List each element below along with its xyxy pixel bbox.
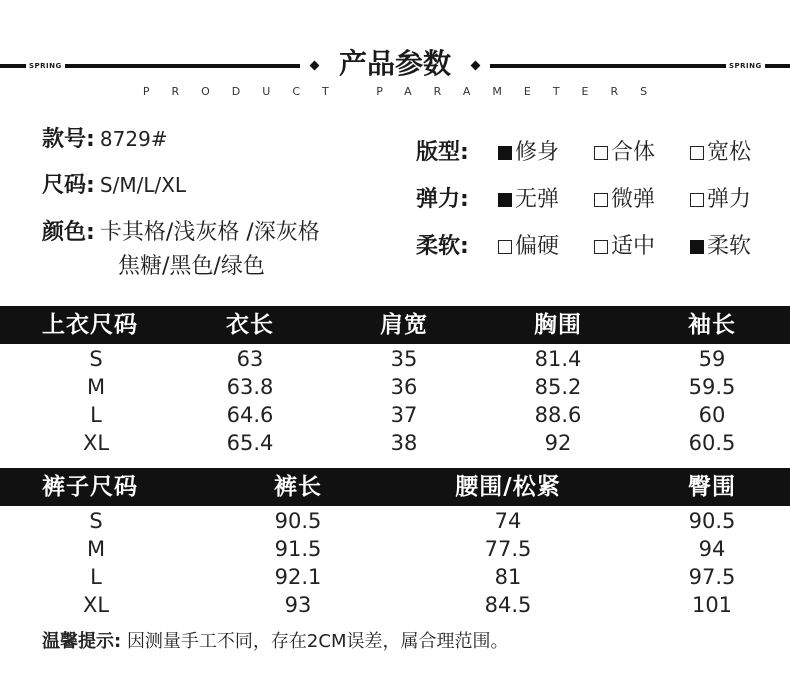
table-cell: S — [89, 509, 103, 533]
param-style-no — [42, 124, 168, 155]
top-header-sleeve: 袖长 — [688, 312, 736, 338]
brand-mark-left: SPRING — [26, 60, 65, 72]
param-size — [42, 170, 186, 201]
table-cell: M — [86, 375, 106, 399]
color-value-line2: 焦糖/黑色/绿色 — [118, 254, 265, 279]
table-cell: 59.5 — [688, 375, 736, 399]
softness-option-medium: 适中 — [594, 232, 655, 262]
table-cell: 90.5 — [688, 509, 736, 533]
param-color — [42, 218, 320, 248]
top-header-size: 上衣尺码 — [42, 312, 138, 338]
softness-option-hard: 偏硬 — [498, 232, 559, 262]
softness-option-soft: 柔软 — [690, 232, 751, 262]
color-value-line1: 卡其格/浅灰格 /深灰格 — [99, 220, 320, 245]
unchecked-box-icon — [594, 193, 608, 207]
table-cell: 84.5 — [484, 593, 532, 617]
table-cell: 88.6 — [534, 403, 582, 427]
table-cell: 35 — [390, 347, 418, 371]
table-cell: 36 — [390, 375, 418, 399]
fit-option-regular: 合体 — [594, 138, 655, 168]
pants-header-size: 裤子尺码 — [42, 474, 138, 500]
notice — [42, 628, 509, 656]
pants-header-length: 裤长 — [274, 474, 322, 500]
fit-option-slim: 修身 — [498, 138, 559, 168]
fit-option-loose: 宽松 — [690, 138, 751, 168]
size-label: 尺码: — [42, 173, 95, 198]
top-header-chest: 胸围 — [534, 312, 582, 338]
table-cell: 65.4 — [226, 431, 274, 455]
table-cell: 81.4 — [534, 347, 582, 371]
unchecked-box-icon — [690, 146, 704, 160]
table-cell: 93 — [284, 593, 312, 617]
notice-label: 温馨提示: — [42, 631, 122, 652]
table-cell: 92.1 — [274, 565, 322, 589]
top-header-length: 衣长 — [226, 312, 274, 338]
top-table-header — [0, 306, 790, 344]
unchecked-box-icon — [594, 240, 608, 254]
table-cell: 94 — [698, 537, 726, 561]
pants-header-waist: 腰围/松紧 — [455, 474, 561, 500]
fit-label: 版型: — [416, 140, 469, 165]
unchecked-box-icon — [690, 193, 704, 207]
table-cell: 101 — [691, 593, 733, 617]
table-cell: 74 — [494, 509, 522, 533]
table-cell: 77.5 — [484, 537, 532, 561]
pants-table-header — [0, 468, 790, 506]
elasticity-option-none: 无弹 — [498, 185, 559, 215]
table-cell: M — [86, 537, 106, 561]
table-cell: L — [90, 403, 102, 427]
table-cell: 60 — [698, 403, 726, 427]
checked-box-icon — [690, 240, 704, 254]
notice-text: 因测量手工不同，存在2CM误差，属合理范围。 — [126, 631, 509, 652]
table-cell: 85.2 — [534, 375, 582, 399]
elasticity-label: 弹力: — [416, 187, 469, 212]
elasticity-option-stretch: 弹力 — [690, 185, 751, 215]
table-cell: 81 — [494, 565, 522, 589]
table-cell: 63.8 — [226, 375, 274, 399]
table-cell: L — [90, 565, 102, 589]
table-cell: 91.5 — [274, 537, 322, 561]
table-cell: 60.5 — [688, 431, 736, 455]
table-cell: S — [89, 347, 103, 371]
size-value: S/M/L/XL — [99, 173, 187, 197]
table-cell: 97.5 — [688, 565, 736, 589]
unchecked-box-icon — [498, 240, 512, 254]
pants-header-hip: 臀围 — [688, 474, 736, 500]
table-cell: 64.6 — [226, 403, 274, 427]
unchecked-box-icon — [594, 146, 608, 160]
table-cell: 63 — [236, 347, 264, 371]
table-cell: 37 — [390, 403, 418, 427]
table-cell: XL — [82, 593, 110, 617]
table-cell: 92 — [544, 431, 572, 455]
style-no-value: 8729# — [99, 127, 168, 151]
page-title: 产品参数 — [338, 47, 451, 80]
table-cell: XL — [82, 431, 110, 455]
style-no-label: 款号: — [42, 127, 95, 152]
checked-box-icon — [498, 193, 512, 207]
table-cell: 38 — [390, 431, 418, 455]
softness-label: 柔软: — [416, 234, 469, 259]
checked-box-icon — [498, 146, 512, 160]
top-header-shoulder: 肩宽 — [380, 312, 428, 338]
page-subtitle: PRODUCT PARAMETERS — [142, 85, 670, 98]
table-cell: 90.5 — [274, 509, 322, 533]
table-cell: 59 — [698, 347, 726, 371]
brand-mark-right: SPRING — [726, 60, 765, 72]
color-label: 颜色: — [42, 220, 95, 245]
elasticity-option-slight: 微弹 — [594, 185, 655, 215]
